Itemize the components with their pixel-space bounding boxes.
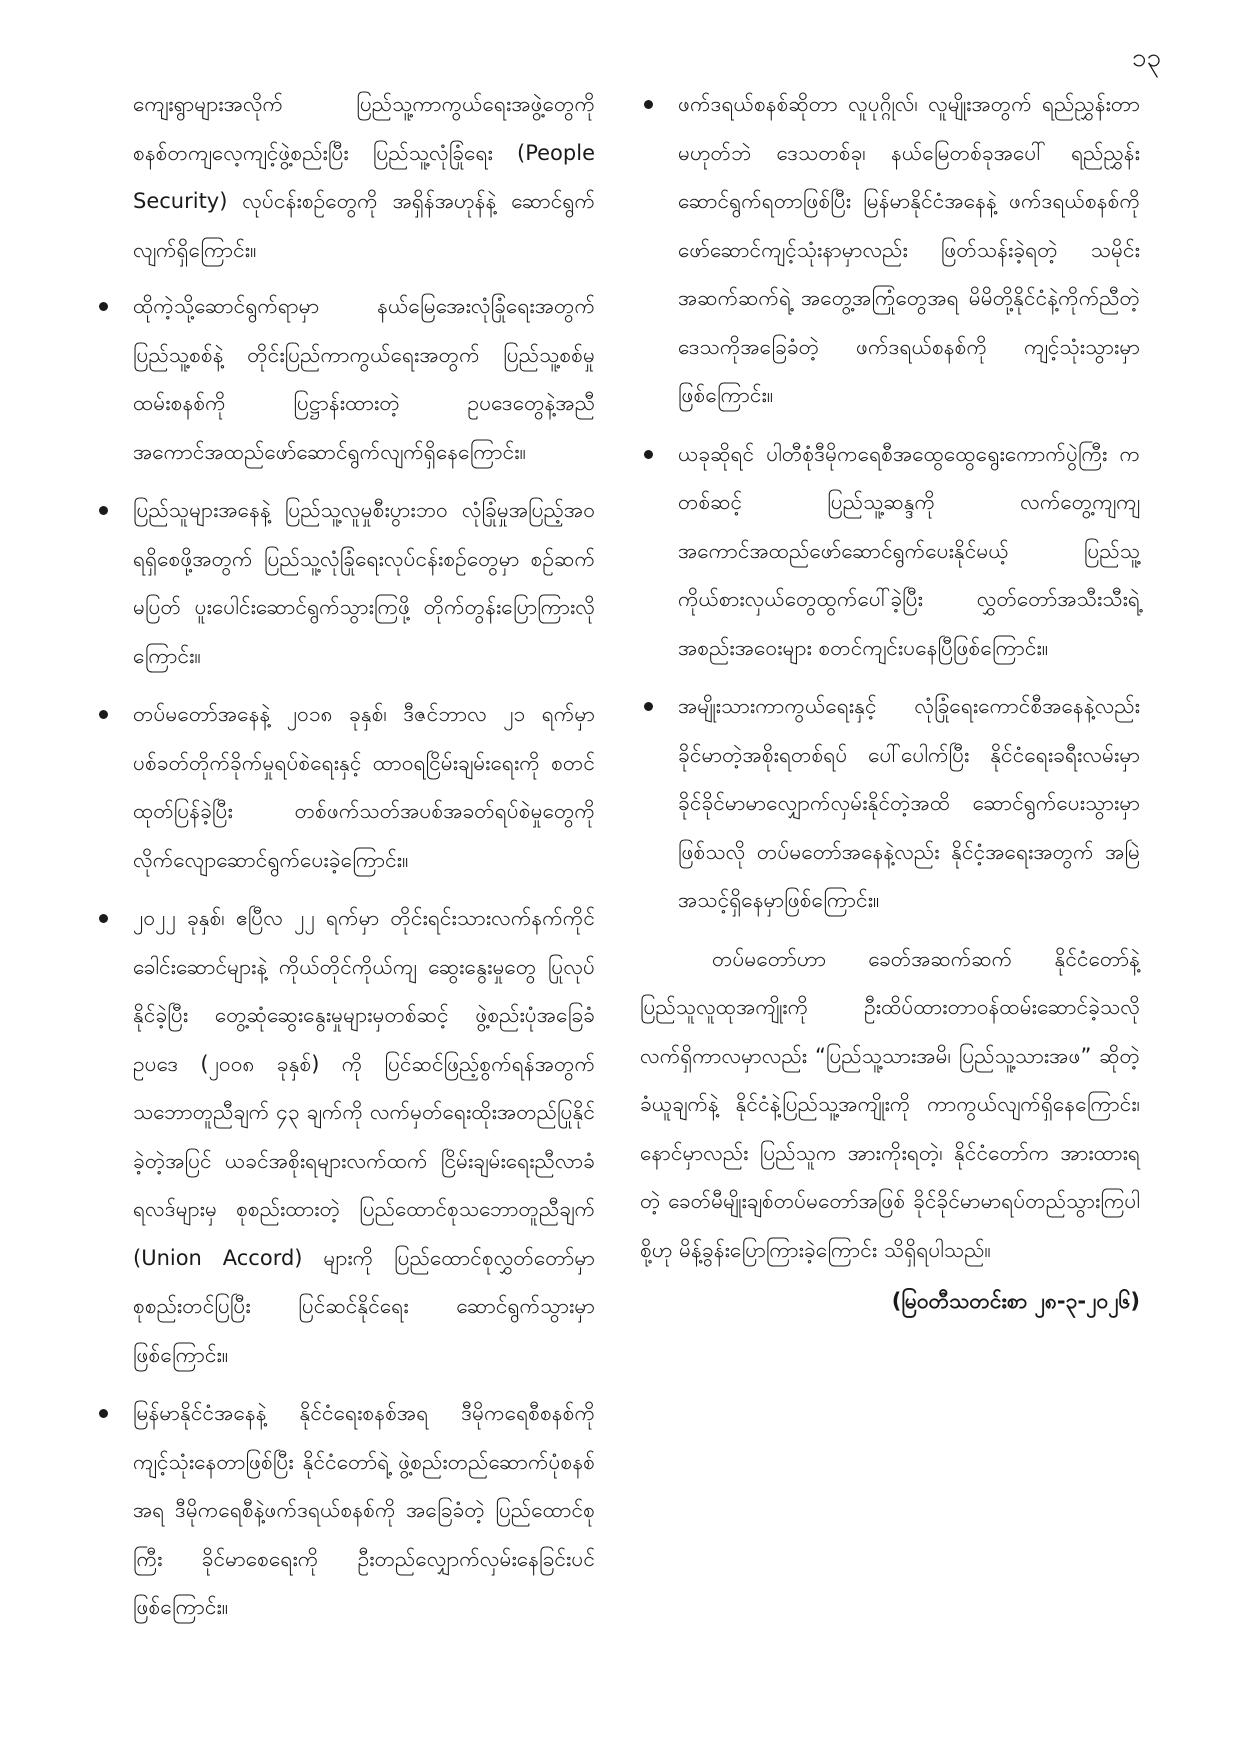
page-number: ၁၃	[1131, 43, 1161, 73]
list-item	[95, 486, 595, 680]
bullet-icon	[99, 506, 108, 515]
bullet-icon	[99, 914, 108, 923]
list-item-text: ပြည်သူများအနေနဲ့ ပြည်သူ့လူမှုစီးပွားဘဝ လုံခြုံမှုအပြည့်အဝရရှိစေဖို့အတွက် ပြည်သူ့လုံခြုံရေးလုပ်ငန်းစဉ်တွေမှာ စဉ်ဆက်မပြတ် ပူးပေါင်းဆောင်ရွက်သွားကြဖို့ တိုက်တွန်းပြောကြားလိုကြောင်း။	[133, 498, 595, 668]
list-item-text: အမျိုးသားကာကွယ်ရေးနှင့် လုံခြုံရေးကောင်စီအနေနဲ့လည်း ခိုင်မာတဲ့အစိုးရတစ်ရပ် ပေါ်ပေါက်ပြီး နိုင်ငံရေးခရီးလမ်းမှာ ခိုင်ခိုင်မာမာလျှောက်လှမ်းနိုင်တဲ့အထိ ဆောင်ရွက်ပေးသွားမှာဖြစ်သလို တပ်မတော်အနေနဲ့လည်း နိုင်ငံ့အရေးအတွက် အမြဲအသင့်ရှိနေမှာဖြစ်ကြောင်း။	[678, 694, 1140, 912]
list-item	[95, 1389, 595, 1632]
list-item-text: ယခုဆိုရင် ပါတီစုံဒီမိုကရေစီအထွေထွေရွေးကောက်ပွဲကြီး ကတစ်ဆင့် ပြည်သူ့ဆန္ဒကို လက်တွေ့ကျကျ အကောင်အထည်ဖော်ဆောင်ရွက်ပေးနိုင်မယ့် ပြည်သူ့ကိုယ်စားလှယ်တွေထွက်ပေါ်ခဲ့ပြီး လွှတ်တော်အသီးသီးရဲ့ အစည်းအဝေးများ စတင်ကျင်းပနေပြီဖြစ်ကြောင်း။	[678, 441, 1140, 660]
left-column	[95, 80, 595, 1642]
continuation-paragraph: ကျေးရွာများအလိုက် ပြည်သူ့ကာကွယ်ရေးအဖွဲ့တွေကို စနစ်တကျလေ့ကျင့်ဖွဲ့စည်းပြီး ပြည်သူ့လုံခြုံရေး (People Security) လုပ်ငန်းစဉ်တွေကို အရှိန်အဟုန်နဲ့ ဆောင်ရွက်လျက်ရှိကြောင်း။	[133, 92, 595, 262]
bullet-icon	[99, 710, 108, 719]
bullet-icon	[99, 302, 108, 311]
bullet-icon	[644, 100, 653, 109]
list-item	[95, 282, 595, 476]
list-item	[640, 682, 1140, 925]
bullet-icon	[644, 702, 653, 711]
bullet-icon	[644, 450, 653, 459]
closing-paragraph: တပ်မတော်ဟာ ခေတ်အဆက်ဆက် နိုင်ငံတော်နဲ့ ပြည်သူလူထုအကျိုးကို ဦးထိပ်ထားတာဝန်ထမ်းဆောင်ခဲ့သလို လက်ရှိကာလမှာလည်း “ပြည်သူ့သားအမိ၊ ပြည်သူ့သားအဖ” ဆိုတဲ့ခံယူချက်နဲ့ နိုင်ငံနဲ့ပြည်သူ့အကျိုးကို ကာကွယ်လျက်ရှိနေကြောင်း၊ နောင်မှာလည်း ပြည်သူက အားကိုးရတဲ့၊ နိုင်ငံတော်က အားထားရတဲ့ ခေတ်မီမျိုးချစ်တပ်မတော်အဖြစ် ခိုင်ခိုင်မာမာရပ်တည်သွားကြပါစို့ဟု မိန့်ခွန်းပြောကြားခဲ့ကြောင်း သိရှိရပါသည်။	[640, 946, 1140, 1262]
right-column	[640, 80, 1140, 1319]
list-item-text: ၂၀၂၂ ခုနှစ်၊ ဧပြီလ ၂၂ ရက်မှာ တိုင်းရင်းသားလက်နက်ကိုင်ခေါင်းဆောင်များနဲ့ ကိုယ်တိုင်ကိုယ်ကျ ဆွေးနွေးမှုတွေ ပြုလုပ်နိုင်ခဲ့ပြီး တွေ့ဆုံဆွေးနွေးမှုများမှတစ်ဆင့် ဖွဲ့စည်းပုံအခြေခံဥပဒေ (၂၀၀၈ ခုနှစ်) ကို ပြင်ဆင်ဖြည့်စွက်ရန်အတွက် သဘောတူညီချက် ၄၃ ချက်ကို လက်မှတ်ရေးထိုးအတည်ပြုနိုင်ခဲ့တဲ့အပြင် ယခင်အစိုးရများလက်ထက် ငြိမ်းချမ်းရေးညီလာခံရလဒ်များမှ စုစည်းထားတဲ့ ပြည်ထောင်စုသဘောတူညီချက် (Union Accord) များကို ပြည်ထောင်စုလွှတ်တော်မှာ စုစည်းတင်ပြပြီး ပြင်ဆင်နိုင်ရေး ဆောင်ရွက်သွားမှာဖြစ်ကြောင်း။	[133, 906, 595, 1367]
source-citation: (မြဝတီသတင်းစာ ၂၈-၃-၂၀၂၆)	[891, 1289, 1140, 1313]
list-item	[640, 80, 1140, 420]
right-bullet-list	[640, 80, 1140, 925]
list-item-text: မြန်မာနိုင်ငံအနေနဲ့ နိုင်ငံရေးစနစ်အရ ဒီမိုကရေစီစနစ်ကို ကျင့်သုံးနေတာဖြစ်ပြီး နိုင်ငံတော်ရဲ့ ဖွဲ့စည်းတည်ဆောက်ပုံစနစ်အရ ဒီမိုကရေစီနဲ့ဖက်ဒရယ်စနစ်ကို အခြေခံတဲ့ ပြည်ထောင်စုကြီး ခိုင်မာစေရေးကို ဦးတည်လျှောက်လှမ်းနေခြင်းပင်ဖြစ်ကြောင်း။	[133, 1401, 595, 1619]
list-item-text: တပ်မတော်အနေနဲ့ ၂၀၁၈ ခုနှစ်၊ ဒီဇင်ဘာလ ၂၁ ရက်မှာ ပစ်ခတ်တိုက်ခိုက်မှုရပ်စဲရေးနှင့် ထာဝရငြိမ်းချမ်းရေးကို စတင်ထုတ်ပြန်ခဲ့ပြီး တစ်ဖက်သတ်အပစ်အခတ်ရပ်စဲမှုတွေကို လိုက်လျောဆောင်ရွက်ပေးခဲ့ကြောင်း။	[133, 702, 595, 872]
list-item	[640, 430, 1140, 673]
left-bullet-list	[95, 282, 595, 1632]
list-item-text: ဖက်ဒရယ်စနစ်ဆိုတာ လူပုဂ္ဂိုလ်၊ လူမျိုးအတွက် ရည်ညွှန်းတာမဟုတ်ဘဲ ဒေသတစ်ခု၊ နယ်မြေတစ်ခုအပေါ် ရည်ညွှန်းဆောင်ရွက်ရတာဖြစ်ပြီး မြန်မာနိုင်ငံအနေနဲ့ ဖက်ဒရယ်စနစ်ကို ဖော်ဆောင်ကျင့်သုံးနာမှာလည်း ဖြတ်သန်းခဲ့ရတဲ့ သမိုင်းအဆက်ဆက်ရဲ့ အတွေ့အကြုံတွေအရ မိမိတို့နိုင်ငံနဲ့ကိုက်ညီတဲ့ ဒေသကိုအခြေခံတဲ့ ဖက်ဒရယ်စနစ်ကို ကျင့်သုံးသွားမှာဖြစ်ကြောင်း။	[678, 92, 1140, 407]
list-item	[95, 690, 595, 884]
list-item	[95, 894, 595, 1379]
list-item-text: ထိုကဲ့သို့ဆောင်ရွက်ရာမှာ နယ်မြေအေးလုံခြုံရေးအတွက် ပြည်သူ့စစ်နဲ့ တိုင်းပြည်ကာကွယ်ရေးအတွက် ပြည်သူ့စစ်မှုထမ်းစနစ်ကို ပြဋ္ဌာန်းထားတဲ့ ဥပဒေတွေနဲ့အညီ အကောင်အထည်ဖော်ဆောင်ရွက်လျက်ရှိနေကြောင်း။	[133, 294, 595, 464]
bullet-icon	[99, 1409, 108, 1418]
